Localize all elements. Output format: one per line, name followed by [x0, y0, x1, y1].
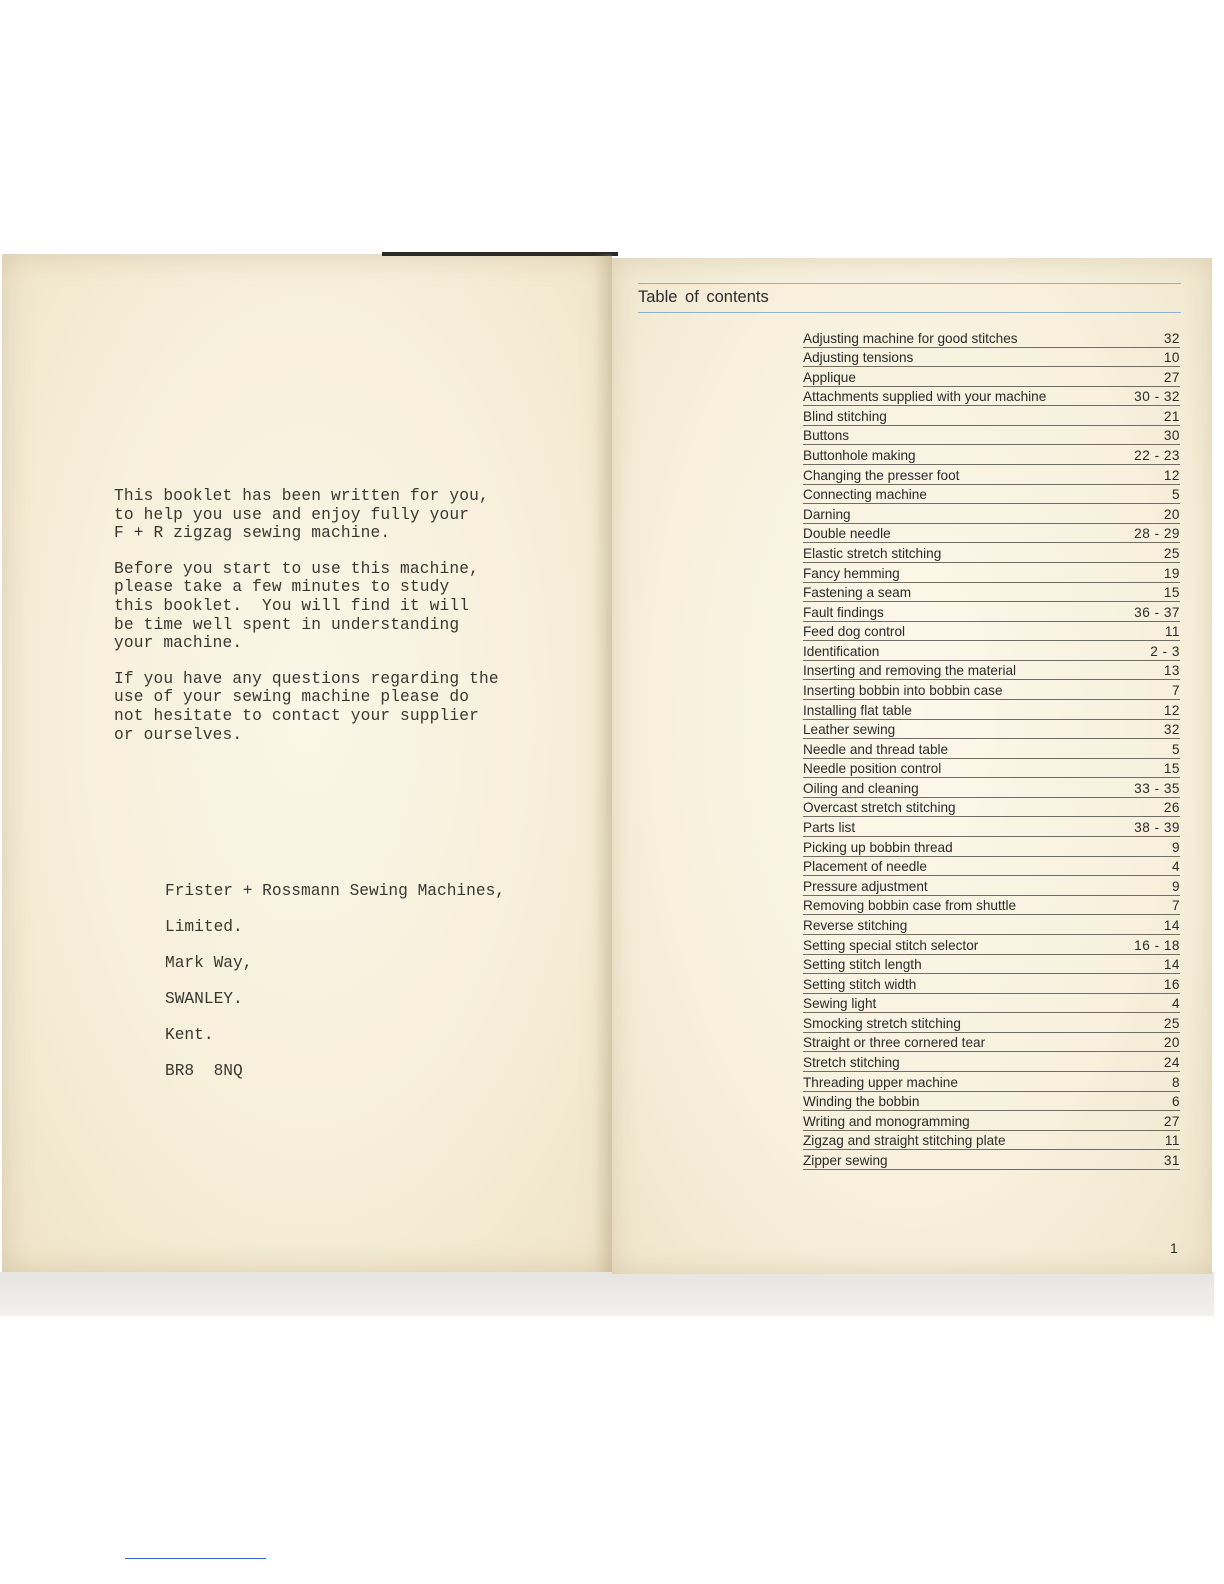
scan-background-strip — [0, 1272, 1214, 1316]
toc-entry — [803, 1072, 1180, 1092]
toc-entry — [803, 876, 1180, 896]
toc-entry-page: 27 — [1163, 369, 1180, 385]
toc-entry — [803, 563, 1180, 583]
toc-entry-page: 2 - 3 — [1150, 643, 1180, 659]
toc-entry-topic: Smocking stretch stitching — [803, 1015, 961, 1031]
toc-entry-page: 31 — [1163, 1152, 1180, 1168]
toc-entry-page: 10 — [1163, 350, 1180, 366]
toc-entry — [803, 994, 1180, 1014]
toc-entry — [803, 837, 1180, 857]
address-line: Limited. — [165, 918, 243, 936]
toc-entry-topic: Oiling and cleaning — [803, 780, 919, 796]
toc-entry-page: 5 — [1171, 487, 1180, 503]
toc-entry — [803, 1092, 1180, 1112]
toc-entry-topic: Darning — [803, 506, 851, 522]
toc-entry-page: 7 — [1171, 682, 1180, 698]
toc-entry — [803, 1111, 1180, 1131]
toc-entry-page: 6 — [1171, 1094, 1180, 1110]
toc-entry-page: 4 — [1171, 996, 1180, 1012]
toc-entry-page: 22 - 23 — [1134, 448, 1180, 464]
intro-paragraph — [114, 560, 499, 653]
intro-line: to help you use and enjoy fully your — [114, 505, 470, 524]
toc-entry — [803, 661, 1180, 681]
toc-entry-page: 32 — [1163, 330, 1180, 346]
toc-entry — [803, 465, 1180, 485]
toc-entry-topic: Setting stitch length — [803, 957, 922, 973]
page-number: 1 — [1170, 1240, 1178, 1256]
intro-line: your machine. — [114, 634, 243, 653]
toc-entry — [803, 1052, 1180, 1072]
toc-entry-topic: Fastening a seam — [803, 585, 912, 601]
toc-entry-topic: Parts list — [803, 820, 856, 836]
toc-entry-page: 36 - 37 — [1134, 604, 1180, 620]
toc-entry-topic: Reverse stitching — [803, 917, 908, 933]
address-line: Kent. — [165, 1026, 214, 1044]
toc-entry-topic: Setting special stitch selector — [803, 937, 979, 953]
toc-entry-page: 12 — [1163, 702, 1180, 718]
toc-entry-page: 30 - 32 — [1134, 389, 1180, 405]
toc-entry-topic: Setting stitch width — [803, 976, 917, 992]
intro-paragraph — [114, 670, 499, 744]
toc-entry-topic: Straight or three cornered tear — [803, 1035, 986, 1051]
toc-entry-topic: Writing and monogramming — [803, 1113, 970, 1129]
address-line: Mark Way, — [165, 954, 253, 972]
intro-line: be time well spent in understanding — [114, 615, 460, 634]
toc-entry-topic: Overcast stretch stitching — [803, 800, 956, 816]
toc-entry — [803, 857, 1180, 877]
toc-entry-page: 12 — [1163, 467, 1180, 483]
toc-entry-topic: Changing the presser foot — [803, 467, 960, 483]
toc-entry-page: 26 — [1163, 800, 1180, 816]
address-line: BR8 8NQ — [165, 1062, 243, 1080]
intro-text — [114, 487, 499, 761]
toc-entry — [803, 974, 1180, 994]
toc-entry-topic: Applique — [803, 369, 856, 385]
footer-rule — [125, 1558, 266, 1559]
toc-entry-page: 14 — [1163, 957, 1180, 973]
toc-entry-topic: Needle and thread table — [803, 741, 949, 757]
toc-entry-topic: Feed dog control — [803, 624, 906, 640]
toc-entry-topic: Inserting and removing the material — [803, 663, 1017, 679]
toc-entry-page: 20 — [1163, 506, 1180, 522]
intro-line: please take a few minutes to study — [114, 578, 450, 597]
toc-entry-page: 19 — [1163, 565, 1180, 581]
toc-entry — [803, 935, 1180, 955]
toc-list — [803, 328, 1180, 1170]
toc-entry-topic: Fancy hemming — [803, 565, 900, 581]
toc-entry — [803, 915, 1180, 935]
toc-entry — [803, 485, 1180, 505]
toc-entry-topic: Removing bobbin case from shuttle — [803, 898, 1017, 914]
toc-entry-page: 8 — [1171, 1074, 1180, 1090]
toc-entry-topic: Buttonhole making — [803, 448, 916, 464]
toc-entry-topic: Double needle — [803, 526, 891, 542]
toc-entry-page: 28 - 29 — [1134, 526, 1180, 542]
intro-line: This booklet has been written for you, — [114, 487, 489, 505]
toc-entry-page: 21 — [1163, 408, 1180, 424]
toc-entry — [803, 778, 1180, 798]
toc-entry — [803, 817, 1180, 837]
toc-entry-page: 4 — [1171, 859, 1180, 875]
toc-entry-page: 11 — [1164, 1133, 1180, 1149]
intro-line: or ourselves. — [114, 725, 243, 744]
toc-entry — [803, 1013, 1180, 1033]
toc-entry — [803, 583, 1180, 603]
toc-entry-page: 9 — [1171, 878, 1180, 894]
toc-entry-topic: Inserting bobbin into bobbin case — [803, 682, 1003, 698]
toc-entry-topic: Fault findings — [803, 604, 884, 620]
toc-entry-topic: Blind stitching — [803, 408, 887, 424]
toc-entry — [803, 328, 1180, 348]
toc-entry-topic: Leather sewing — [803, 722, 896, 738]
toc-entry-page: 15 — [1163, 761, 1180, 777]
toc-entry — [803, 720, 1180, 740]
toc-entry-page: 25 — [1163, 545, 1180, 561]
toc-entry — [803, 798, 1180, 818]
toc-entry — [803, 367, 1180, 387]
toc-entry-topic: Sewing light — [803, 996, 877, 1012]
toc-entry-topic: Connecting machine — [803, 487, 927, 503]
toc-entry-topic: Stretch stitching — [803, 1054, 900, 1070]
toc-entry-topic: Installing flat table — [803, 702, 912, 718]
toc-entry-page: 5 — [1171, 741, 1180, 757]
address-line: SWANLEY. — [165, 990, 243, 1008]
intro-line: Before you start to use this machine, — [114, 559, 479, 578]
intro-line: not hesitate to contact your supplier — [114, 706, 479, 725]
toc-entry-topic: Buttons — [803, 428, 850, 444]
toc-entry-topic: Picking up bobbin thread — [803, 839, 953, 855]
toc-entry — [803, 1131, 1180, 1151]
toc-entry-topic: Threading upper machine — [803, 1074, 958, 1090]
intro-paragraph — [114, 487, 499, 543]
toc-entry-page: 32 — [1163, 722, 1180, 738]
toc-entry-page: 11 — [1164, 624, 1180, 640]
toc-entry — [803, 406, 1180, 426]
toc-entry — [803, 524, 1180, 544]
toc-entry-topic: Identification — [803, 643, 880, 659]
toc-entry-topic: Adjusting machine for good stitches — [803, 330, 1018, 346]
toc-entry — [803, 445, 1180, 465]
toc-entry-page: 7 — [1171, 898, 1180, 914]
toc-entry-page: 27 — [1163, 1113, 1180, 1129]
toc-entry-page: 30 — [1163, 428, 1180, 444]
toc-entry — [803, 348, 1180, 368]
toc-header — [638, 283, 1181, 313]
intro-line: If you have any questions regarding the — [114, 669, 499, 688]
toc-entry-page: 16 - 18 — [1134, 937, 1180, 953]
toc-entry — [803, 622, 1180, 642]
toc-entry-topic: Placement of needle — [803, 859, 927, 875]
toc-entry-page: 9 — [1171, 839, 1180, 855]
address-line: Frister + Rossmann Sewing Machines, — [165, 882, 505, 900]
toc-entry — [803, 739, 1180, 759]
toc-entry — [803, 700, 1180, 720]
toc-entry-topic: Elastic stretch stitching — [803, 545, 942, 561]
company-address — [165, 882, 505, 1098]
toc-entry-topic: Zipper sewing — [803, 1152, 888, 1168]
toc-entry — [803, 543, 1180, 563]
toc-entry-page: 33 - 35 — [1134, 780, 1180, 796]
toc-entry-page: 16 — [1163, 976, 1180, 992]
left-page — [2, 254, 612, 1272]
intro-line: this booklet. You will find it will — [114, 596, 470, 615]
toc-entry-page: 13 — [1163, 663, 1180, 679]
toc-entry-topic: Attachments supplied with your machine — [803, 389, 1047, 405]
toc-entry-topic: Needle position control — [803, 761, 942, 777]
toc-entry — [803, 426, 1180, 446]
toc-entry — [803, 759, 1180, 779]
toc-entry-topic: Zigzag and straight stitching plate — [803, 1133, 1006, 1149]
toc-entry-page: 20 — [1163, 1035, 1180, 1051]
toc-entry — [803, 602, 1180, 622]
toc-entry — [803, 641, 1180, 661]
toc-entry — [803, 955, 1180, 975]
toc-entry-page: 15 — [1163, 585, 1180, 601]
toc-entry-page: 25 — [1163, 1015, 1180, 1031]
toc-entry-page: 24 — [1163, 1054, 1180, 1070]
toc-entry — [803, 1033, 1180, 1053]
intro-line: use of your sewing machine please do — [114, 688, 470, 707]
toc-entry-page: 38 - 39 — [1134, 820, 1180, 836]
toc-entry — [803, 680, 1180, 700]
toc-entry-page: 14 — [1163, 917, 1180, 933]
intro-line: F + R zigzag sewing machine. — [114, 524, 391, 543]
toc-entry-topic: Pressure adjustment — [803, 878, 928, 894]
toc-entry — [803, 387, 1180, 407]
toc-entry-topic: Adjusting tensions — [803, 350, 914, 366]
toc-entry-topic: Winding the bobbin — [803, 1094, 920, 1110]
toc-entry — [803, 504, 1180, 524]
toc-entry — [803, 1150, 1180, 1170]
toc-title: Table of contents — [638, 288, 769, 306]
toc-entry — [803, 896, 1180, 916]
